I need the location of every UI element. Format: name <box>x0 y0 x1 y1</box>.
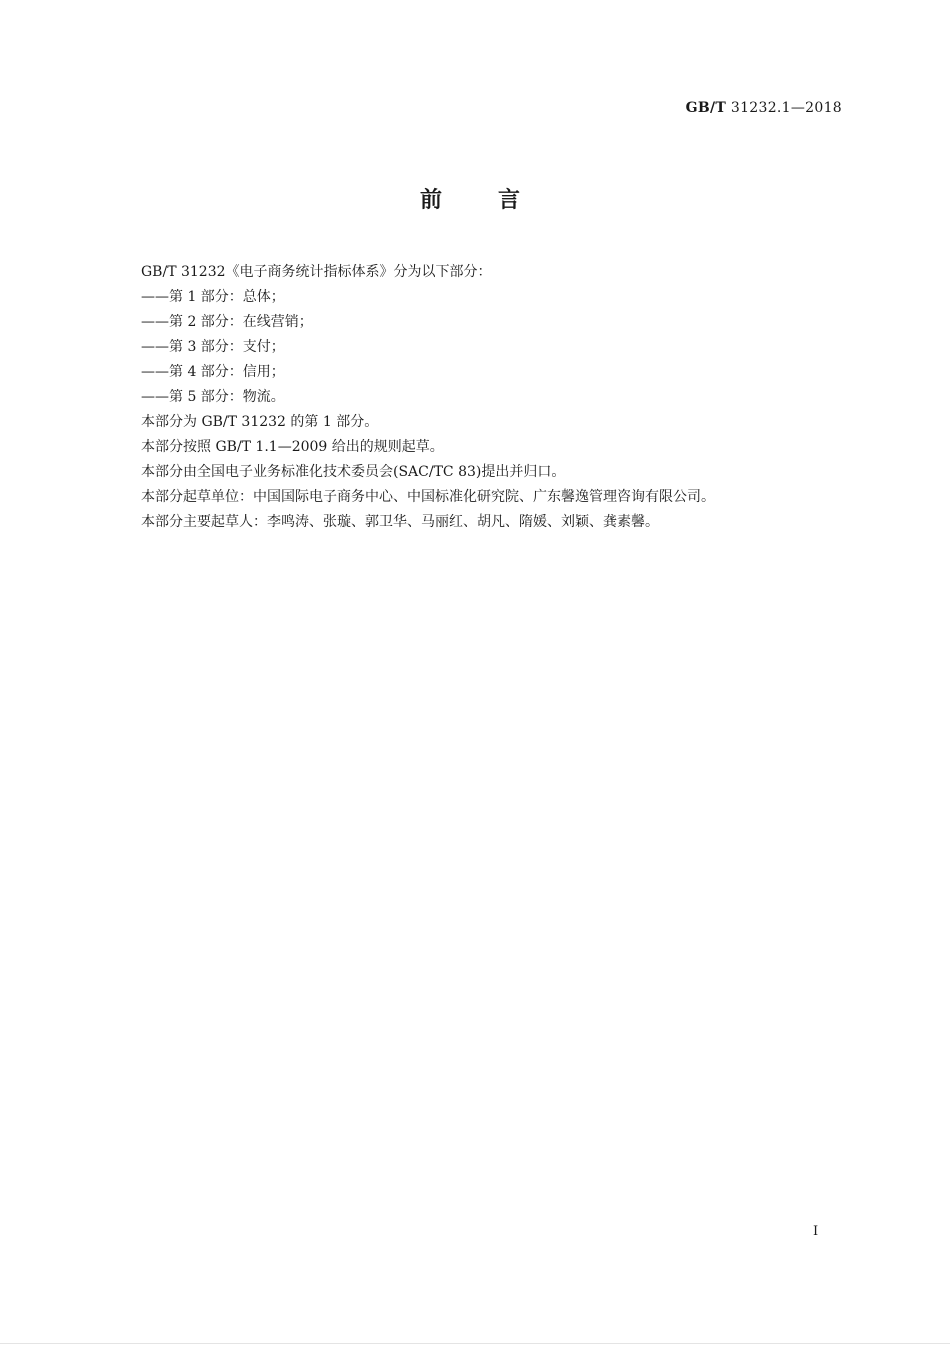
paragraph-intro: GB/T 31232《电子商务统计指标体系》分为以下部分： <box>141 264 492 280</box>
page-bottom-edge <box>0 1343 950 1344</box>
foreword-body <box>141 262 841 537</box>
page-number: I <box>813 1224 819 1239</box>
list-item-part-2: ——第 2 部分：在线营销； <box>141 314 313 330</box>
standard-identifier <box>686 100 842 116</box>
paragraph-proposer: 本部分由全国电子业务标准化技术委员会(SAC/TC 83)提出并归口。 <box>141 464 566 480</box>
list-item-part-4: ——第 4 部分：信用； <box>141 364 285 380</box>
paragraph-drafters: 本部分主要起草人：李鸣涛、张璇、郭卫华、马丽红、胡凡、隋媛、刘颖、龚素馨。 <box>141 514 659 530</box>
paragraph-drafting-units: 本部分起草单位：中国国际电子商务中心、中国标准化研究院、广东馨逸管理咨询有限公司。 <box>141 489 715 505</box>
standard-prefix: GB/T <box>685 100 727 116</box>
list-item-part-1: ——第 1 部分：总体； <box>141 289 285 305</box>
paragraph-part-statement: 本部分为 GB/T 31232 的第 1 部分。 <box>141 414 379 430</box>
list-item-part-3: ——第 3 部分：支付； <box>141 339 285 355</box>
standard-number: 31232.1—2018 <box>730 100 842 116</box>
paragraph-drafting-rules: 本部分按照 GB/T 1.1—2009 给出的规则起草。 <box>141 439 444 455</box>
page-title: 前言 <box>419 187 576 213</box>
list-item-part-5: ——第 5 部分：物流。 <box>141 389 285 405</box>
